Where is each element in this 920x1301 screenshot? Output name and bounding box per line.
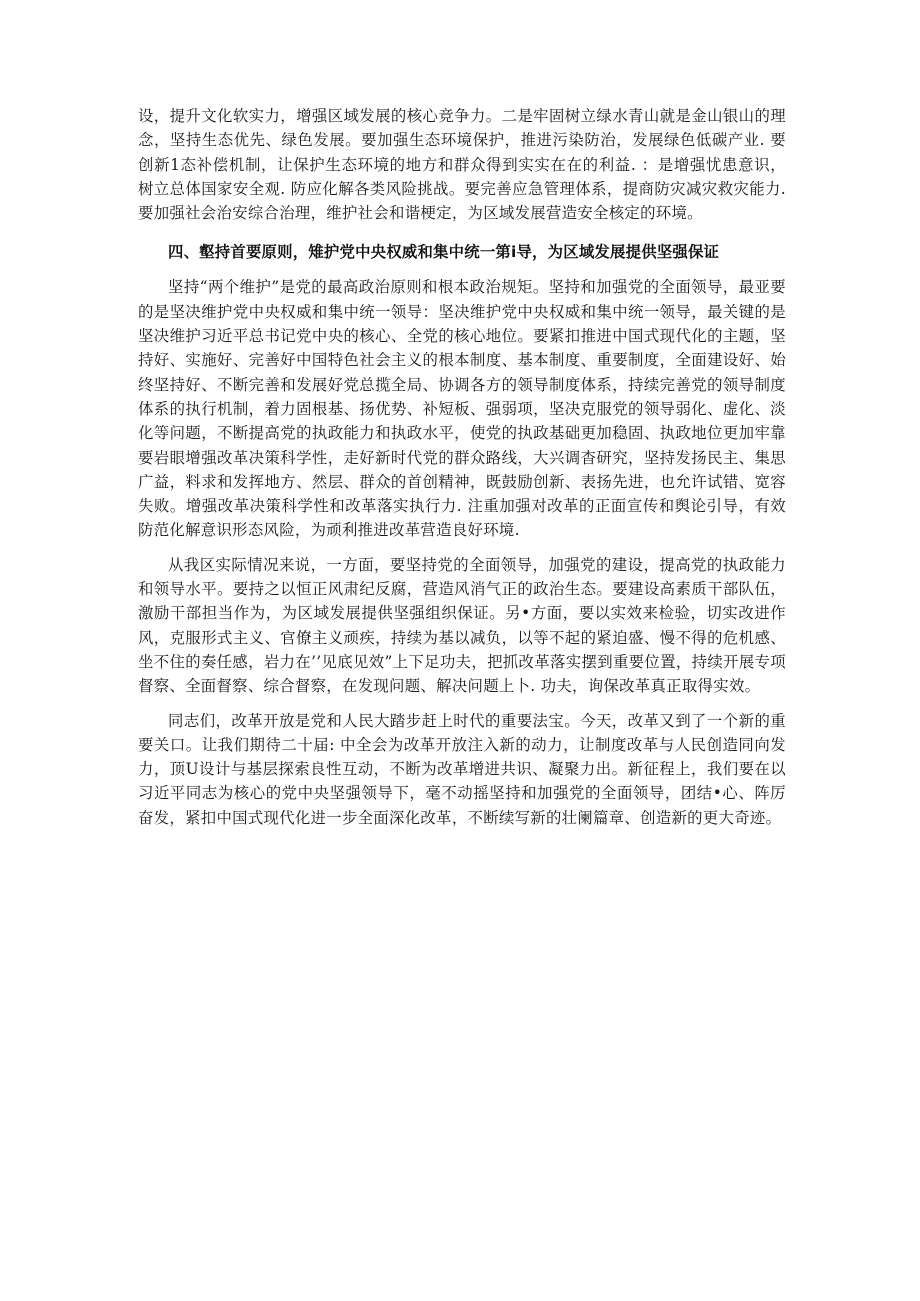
body-paragraph-two-safeguards: 坚持“两个维护”是党的最高政治原则和根本政治规矩。坚持和加强党的全面领导，最亚要的是坚决维护党中央权威和集中统一领导：坚决维护党中央权威和集中统一领导，最关键的是坚决维护习近平总书记党中央的核心、全党的核心地位。要紧扣推进中国式现代化的主题，坚持好、实施好、完善好中国特色社会主义的根本制度、基本制度、重要制度，全面建设好、始终坚持好、不断完善和发展好党总揽全局、协调各方的领导制度体系，持续完善党的领导制度体系的执行机制，着力固根基、扬优势、补短板、强弱项，坚决克服党的领导弱化、虚化、淡化等问题，不断提高党的执政能力和执政水平，使党的执政基础更加稳固、执政地位更加牢靠要岩眼增强改革决策科学性，走好新时代党的群众路线，大兴调杳研究，坚持发扬民主、集思广益，料求和发挥地方、然层、群众的首创精神，既鼓励创新、表扬先进，也允许试错、宽容失败。增强改革决策科学性和改革落实执行力. 注重加强对改革的正面宣传和舆论引导，有效防范化解意识形态风险，为顽利推进改革营造良好环境. xyxy=(138,278,786,540)
body-paragraph-continuation: 设，提升文化软实力，增强区域发展的核心竞争力。二是牢固树立绿水青山就是金山银山的理念，坚持生态优先、绿色发展。要加强生态环境保护，推进污染防治，发展绿色低碳产业. 要创新1态补偿机制，让保护生态环境的地方和群众得到实实在在的利益. ：是增强忧患意识，树立总体国家安全观. 防应化解各类风险挑战。要完善应急管理体系，提商防灾减灾救灾能力. 要加强社会治安综合治理，维护社会和谐梗定，为区域发展营造安全核定的环境。 xyxy=(138,107,786,223)
body-paragraph-closing: 同志们，改革开放是党和人民大踏步赶上时代的重要法宝。今天，改革又到了一个新的重要关口。让我们期待二十届: 中全会为改革开放注入新的动力，让制度改革与人民创造同向发力，顶U设计与基层探索良性互动，不断为改革增进共识、凝聚力出。新征程上，我们要在以习近平同志为核心的党中央坚强领导下，毫不动摇坚持和加强党的全面领导，团结•心、阵厉奋发，紧扣中国式现代化进一步全面深化改革，不断续写新的壮阑篇章、创造新的更大奇迹。 xyxy=(138,711,786,827)
body-paragraph-district-practice: 从我区实际情况来说，一方面，要坚持党的全面领导，加强党的建设，提高党的执政能力和领导水平。要持之以恒正风肃纪反腐，营造风消气正的政治生态。要建设高素质干部队伍，激励干部担当作为，为区域发展提供坚强组织保证。另•方面，要以实效来检验，切实改进作风，克服形式主义、官僚主义顽疾，持续为基以减负，以等不起的紧迫盛、慢不得的危机感、坐不住的奏任感，岩力在’’见底见效”上下足功夫，把抓改革落实摆到重要位置，持续开展专项督察、全面督察、综合督察，在发现问题、解决问题上卜. 功夫，询保改革真正取得实效。 xyxy=(138,555,786,696)
document-page xyxy=(138,104,786,830)
section-heading-4: 四、壑持首要原则，雉护党中央权威和集中统一第i导，为区域发展提供坚强保证 xyxy=(168,243,720,262)
